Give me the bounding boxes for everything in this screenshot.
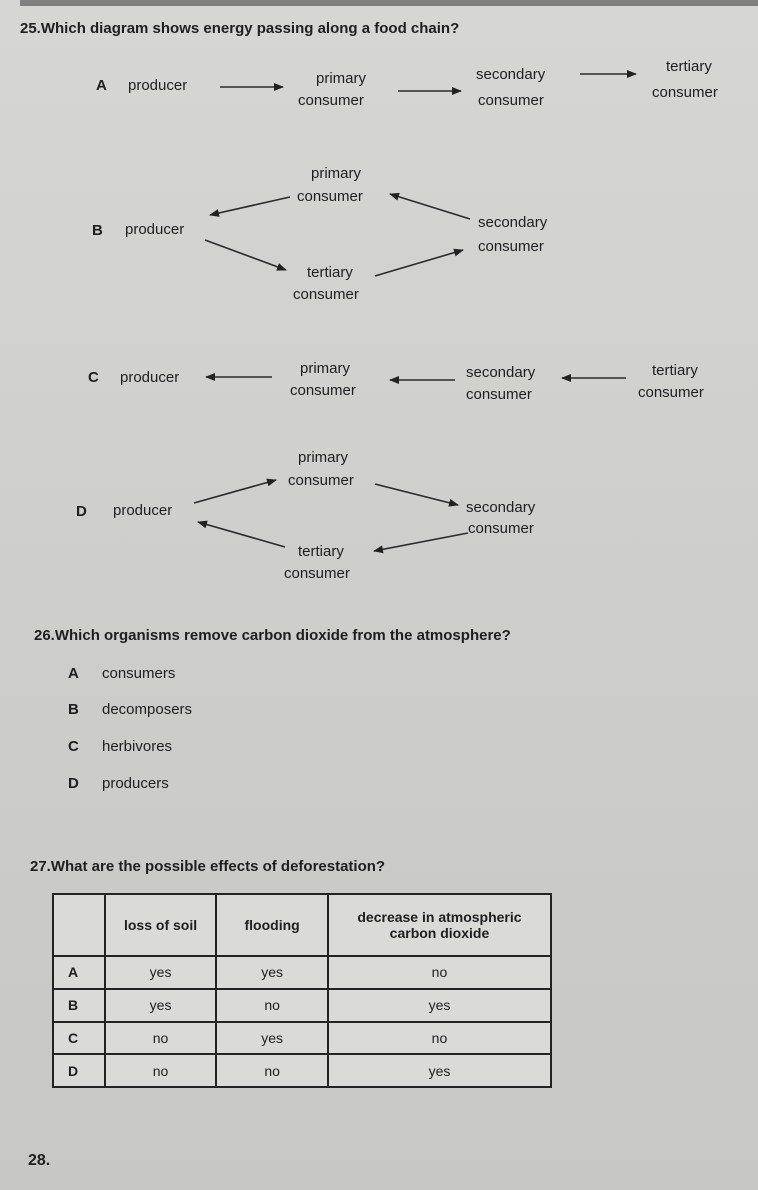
diagram-b-arrow-2 — [390, 194, 470, 219]
diagram-d-arrow-2 — [375, 484, 458, 505]
table-cell-flood: yes — [216, 956, 328, 989]
diagram-d-arrow-3 — [374, 533, 468, 551]
q26-option-a-text: consumers — [102, 665, 176, 682]
table-header-loss-of-soil: loss of soil — [105, 894, 216, 956]
q26-option-b-text: decomposers — [102, 701, 193, 718]
deforestation-effects-table — [52, 893, 552, 1088]
diagram-d-primary-line2: consumer — [288, 472, 354, 489]
table-header-blank — [53, 894, 105, 956]
diagram-d-tertiary-line2: consumer — [284, 565, 350, 582]
diagram-a-primary-line2: consumer — [298, 92, 364, 109]
q26-option-a[interactable] — [68, 665, 175, 683]
diagram-b-arrow-3 — [375, 250, 463, 276]
diagram-d-letter: D — [76, 503, 87, 520]
diagram-c-primary-line2: consumer — [290, 382, 356, 399]
table-cell-co2: no — [328, 956, 551, 989]
diagram-a-secondary-line1: secondary — [476, 66, 546, 83]
diagram-c-tertiary-line2: consumer — [638, 384, 704, 401]
diagram-a-secondary-line2: consumer — [478, 92, 544, 109]
table-cell-soil: no — [105, 1054, 216, 1087]
table-header-flooding: flooding — [216, 894, 328, 956]
q26-option-c[interactable] — [68, 738, 172, 756]
q26-option-c-letter: C — [68, 738, 79, 755]
diagram-d-tertiary-line1: tertiary — [298, 543, 344, 560]
diagram-b-arrow-4 — [205, 240, 286, 270]
diagram-d-secondary-line1: secondary — [466, 499, 536, 516]
diagram-b-primary-line2: consumer — [297, 188, 363, 205]
q26-option-b-letter: B — [68, 701, 79, 718]
diagram-b-letter: B — [92, 222, 103, 239]
table-row-letter: D — [53, 1054, 105, 1087]
q26-number: 26. — [34, 627, 55, 644]
q25-number: 25. — [20, 20, 41, 37]
table-row-b[interactable] — [53, 989, 551, 1022]
table-cell-co2: no — [328, 1022, 551, 1055]
diagram-c-tertiary-line1: tertiary — [652, 362, 698, 379]
table-cell-flood: yes — [216, 1022, 328, 1055]
table-row-d[interactable] — [53, 1054, 551, 1087]
table-header-co2-line2: carbon dioxide — [389, 925, 490, 941]
q28-number: 28. — [28, 1152, 51, 1169]
table-header-co2 — [328, 894, 551, 956]
diagram-c-secondary-line1: secondary — [466, 364, 536, 381]
diagram-c-secondary-line2: consumer — [466, 386, 532, 403]
q26-title — [34, 627, 511, 644]
diagram-b-tertiary-line2: consumer — [293, 286, 359, 303]
q26-option-a-letter: A — [68, 665, 79, 682]
diagram-b-secondary-line2: consumer — [478, 238, 544, 255]
diagram-d-secondary-line2: consumer — [468, 520, 534, 537]
table-row-a[interactable] — [53, 956, 551, 989]
table-row-c[interactable] — [53, 1022, 551, 1055]
q27-title — [30, 858, 385, 875]
table-row-letter: B — [53, 989, 105, 1022]
table-cell-soil: yes — [105, 956, 216, 989]
q26-option-d-text: producers — [102, 775, 169, 792]
q26-option-d-letter: D — [68, 775, 79, 792]
q27-text: What are the possible effects of deforestation? — [50, 858, 386, 875]
table-cell-flood: no — [216, 1054, 328, 1087]
diagram-b-primary-line1: primary — [311, 165, 362, 182]
diagram-b-tertiary-line1: tertiary — [307, 264, 353, 281]
diagram-b-secondary-line1: secondary — [478, 214, 548, 231]
table-cell-soil: yes — [105, 989, 216, 1022]
q26-option-c-text: herbivores — [102, 738, 173, 755]
q26-option-d[interactable] — [68, 775, 169, 793]
diagram-d-arrow-1 — [194, 480, 276, 503]
table-header-co2-line1: decrease in atmospheric — [357, 909, 522, 925]
diagram-a-letter: A — [96, 77, 107, 94]
diagram-c-producer: producer — [120, 369, 180, 386]
diagram-d-producer: producer — [113, 502, 173, 519]
q26-option-b[interactable] — [68, 701, 192, 719]
table-cell-co2: yes — [328, 989, 551, 1022]
diagram-a-tertiary-line1: tertiary — [666, 58, 712, 75]
diagram-a-tertiary-line2: consumer — [652, 84, 718, 101]
diagram-b-arrow-1 — [210, 197, 290, 215]
diagram-d-arrow-4 — [198, 522, 285, 547]
diagram-c-primary-line1: primary — [300, 360, 351, 377]
table-cell-co2: yes — [328, 1054, 551, 1087]
diagram-c-letter: C — [88, 369, 99, 386]
table-header-row — [53, 894, 551, 956]
table-cell-soil: no — [105, 1022, 216, 1055]
q25-text: Which diagram shows energy passing along a food chain? — [40, 20, 460, 37]
diagram-b-producer: producer — [125, 221, 185, 238]
q26-text: Which organisms remove carbon dioxide from the atmosphere? — [54, 627, 511, 644]
table-row-letter: C — [53, 1022, 105, 1055]
diagram-a-primary-line1: primary — [316, 70, 367, 87]
q27-number: 27. — [30, 858, 51, 875]
diagram-d-primary-line1: primary — [298, 449, 349, 466]
table-row-letter: A — [53, 956, 105, 989]
diagram-a-producer: producer — [128, 77, 188, 94]
table-cell-flood: no — [216, 989, 328, 1022]
